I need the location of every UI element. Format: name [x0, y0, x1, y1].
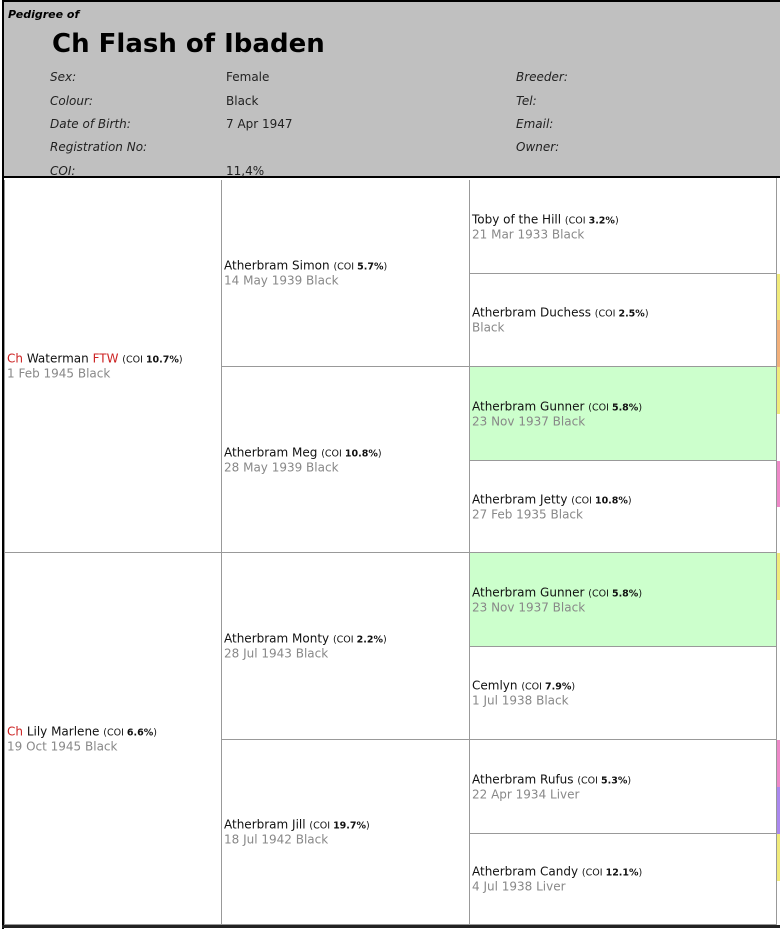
grandparent-details: 18 Jul 1942 Black: [224, 832, 329, 847]
grandparent-coi: (COI 2.2%): [332, 634, 387, 646]
great-grandparent-name: Atherbram Candy: [472, 864, 579, 879]
great-grandparent-cell[interactable]: [469, 461, 777, 553]
great-grandparent-coi: (COI 5.3%): [577, 775, 632, 786]
sire-cell[interactable]: [4, 180, 221, 553]
pedigree-of-label: Pedigree of: [8, 8, 80, 21]
great-grandparent-name: Toby of the Hill: [472, 212, 562, 226]
grandparent-name: Atherbram Simon: [224, 258, 330, 273]
great-grandparent-coi: (COI 10.8%): [571, 495, 632, 506]
dam-name: Lily Marlene: [26, 724, 100, 738]
sire-title: Ch: [7, 351, 23, 366]
sire-name-line: [7, 352, 221, 366]
great-grandparent-name: Atherbram Rufus: [472, 772, 578, 786]
great-grandparent-cell[interactable]: [469, 834, 777, 925]
great-grandparent-coi: (COI 3.2%): [564, 215, 619, 226]
pedigree-header: [2, 0, 780, 178]
registration-label: Registration No:: [50, 140, 148, 154]
grandparent-name: Atherbram Meg: [224, 445, 318, 459]
grandparent-cell[interactable]: [221, 367, 469, 553]
sire-details: 1 Feb 1945 Black: [7, 366, 111, 381]
grandparent-details: 28 Jul 1943 Black: [224, 646, 329, 661]
grandparent-coi: (COI 19.7%): [309, 820, 370, 832]
great-grandparent-coi: (COI 12.1%): [581, 867, 643, 879]
sire-suffix: FTW: [92, 351, 119, 366]
sire-coi: (COI 10.7%): [122, 354, 183, 366]
grandparent-cell[interactable]: [221, 553, 469, 740]
great-grandparent-name: Cemlyn: [472, 678, 518, 693]
colour-label: Colour:: [50, 94, 93, 108]
great-grandparent-cell[interactable]: [469, 274, 777, 367]
great-grandparent-name: Atherbram Gunner: [472, 585, 585, 599]
email-label: Email:: [516, 117, 554, 131]
coi-value: 11,4%: [226, 164, 265, 178]
great-grandparent-name: Atherbram Duchess: [472, 305, 591, 320]
great-grandparent-cell[interactable]: [469, 647, 777, 740]
grandparent-name: Atherbram Jill: [224, 817, 306, 832]
grandparent-coi: (COI 10.8%): [321, 448, 382, 459]
great-grandparent-cell[interactable]: [469, 740, 777, 834]
great-grandparent-coi: (COI 5.8%): [588, 402, 643, 413]
grandparent-cell[interactable]: [221, 740, 469, 925]
grandparent-details: 14 May 1939 Black: [224, 273, 339, 288]
grandparent-details: 28 May 1939 Black: [224, 460, 339, 474]
tel-label: Tel:: [516, 94, 537, 108]
breeder-label: Breeder:: [516, 70, 568, 84]
great-grandparent-cell-highlighted[interactable]: [469, 367, 777, 461]
great-grandparent-cell[interactable]: [469, 180, 777, 274]
sex-label: Sex:: [50, 70, 77, 84]
dam-coi: (COI 6.6%): [103, 727, 157, 738]
dam-title: Ch: [7, 724, 23, 738]
great-grandparent-details: 4 Jul 1938 Liver: [472, 879, 566, 894]
great-grandparent-coi: (COI 7.9%): [521, 681, 576, 693]
dam-name-line: [7, 724, 221, 738]
dam-cell[interactable]: [4, 553, 221, 925]
grid-frame-bottom: [2, 925, 780, 928]
coi-label: COI:: [50, 164, 76, 178]
dob-label: Date of Birth:: [50, 117, 131, 131]
great-grandparent-details: Black: [472, 320, 505, 335]
great-grandparent-coi: (COI 2.5%): [594, 308, 649, 320]
grandparent-name: Atherbram Monty: [224, 631, 330, 646]
great-grandparent-details: 23 Nov 1937 Black: [472, 600, 586, 614]
grandparent-coi: (COI 5.7%): [333, 261, 388, 273]
grandparent-cell[interactable]: [221, 180, 469, 367]
great-grandparent-details: 22 Apr 1934 Liver: [472, 787, 580, 801]
great-grandparent-details: 23 Nov 1937 Black: [472, 414, 586, 428]
great-grandparent-name: Atherbram Gunner: [472, 399, 585, 413]
dog-name-title: Ch Flash of Ibaden: [52, 29, 325, 59]
great-grandparent-details: 27 Feb 1935 Black: [472, 507, 583, 521]
sire-name: Waterman: [26, 351, 89, 366]
dob-value: 7 Apr 1947: [226, 117, 293, 131]
great-grandparent-name: Atherbram Jetty: [472, 492, 568, 506]
great-grandparent-coi: (COI 5.8%): [588, 588, 643, 599]
great-grandparent-details: 21 Mar 1933 Black: [472, 227, 585, 241]
dam-details: 19 Oct 1945 Black: [7, 739, 118, 753]
colour-value: Black: [226, 94, 259, 108]
great-grandparent-details: 1 Jul 1938 Black: [472, 693, 569, 708]
owner-label: Owner:: [516, 140, 560, 154]
sex-value: Female: [226, 70, 270, 84]
great-grandparent-cell-highlighted[interactable]: [469, 553, 777, 647]
